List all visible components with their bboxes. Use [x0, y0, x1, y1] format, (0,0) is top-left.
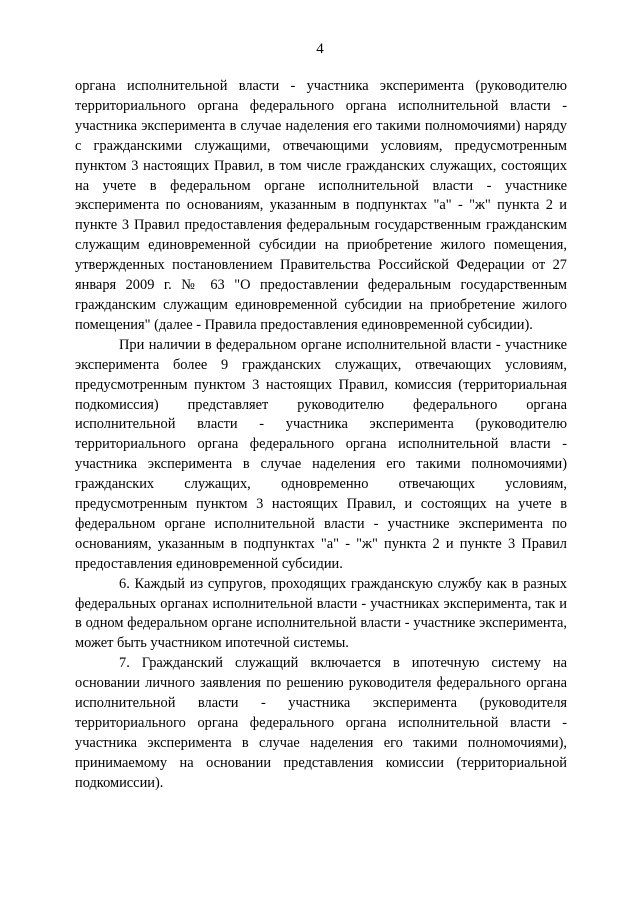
paragraph-item-7-inclusion: 7. Гражданский служащий включается в ипотечную систему на основании личного заявления по решению руководителя федерального органа исполнительной власти - участника эксперимента (руководителя территориального органа федерального органа исполнительной власти - участника эксперимента в случае наделения его такими полномочиями), принимаемому на основании представления комиссии (территориальной подкомиссии). [75, 655, 567, 791]
page-number: 4 [316, 41, 324, 57]
paragraph-commission-submission: При наличии в федеральном органе исполнительной власти - участнике эксперимента более 9 гражданских служащих, отвечающих условиям, предусмотренным пунктом 3 настоящих Правил, комиссия (территориальная подкомиссия) представляет руководителю федерального органа исполнительной власти - участника эксперимента (руководителю территориального органа федерального органа исполнительной власти - участника эксперимента в случае наделения его такими полномочиями) гражданских служащих, одновременно отвечающих условиям, предусмотренным пунктом 3 настоящих Правил, и состоящих на учете в федеральном органе исполнительной власти - участнике эксперимента по основаниям, указанным в подпунктах "а" - "ж" пункта 2 и пункте 3 Правил предоставления единовременной субсидии. [75, 336, 567, 572]
document-body [75, 77, 567, 794]
paragraph-item-6-spouses: 6. Каждый из супругов, проходящих гражданскую службу как в разных федеральных органах исполнительной власти - участниках эксперимента, так и в одном федеральном органе исполнительной власти - участнике эксперимента, может быть участником ипотечной системы. [75, 575, 567, 652]
paragraph-continuation: органа исполнительной власти - участника эксперимента (руководителю территориального органа федерального органа исполнительной власти - участника эксперимента в случае наделения его такими полномочиями) наряду с гражданскими служащими, отвечающими условиям, предусмотренным пунктом 3 настоящих Правил, в том числе гражданских служащих, состоящих на учете в федеральном органе исполнительной власти - участнике эксперимента по основаниям, указанным в подпунктах "а" - "ж" пункта 2 и пункте 3 Правил предоставления федеральным государственным гражданским служащим единовременной субсидии на приобретение жилого помещения, утвержденных постановлением Правительства Российской Федерации от 27 января 2009 г. № 63 "О предоставлении федеральным государственным гражданским служащим единовременной субсидии на приобретение жилого помещения" (далее - Правила предоставления единовременной субсидии). [75, 78, 567, 333]
